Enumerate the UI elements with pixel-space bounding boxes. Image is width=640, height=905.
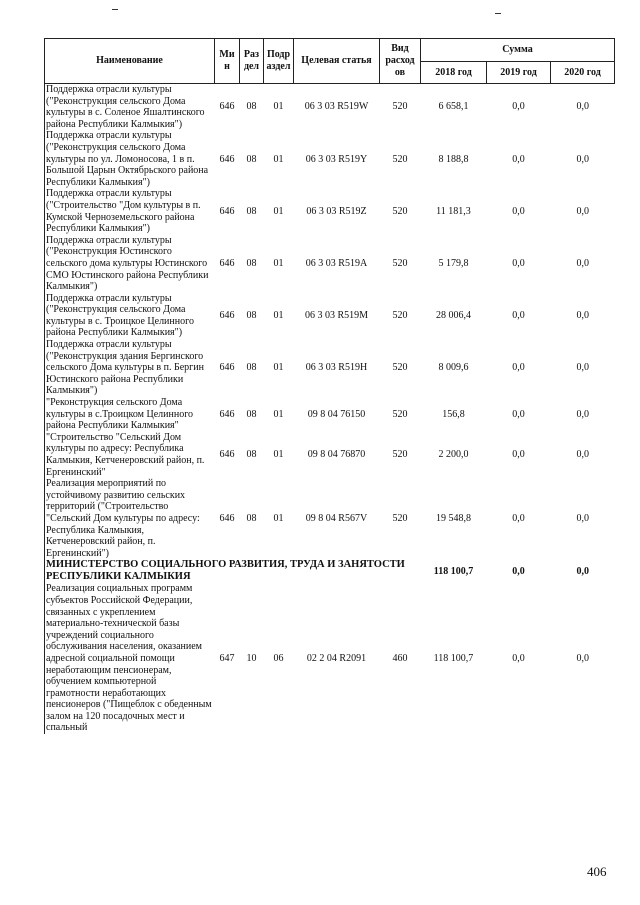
row-min: 646 bbox=[215, 432, 240, 478]
header-podrazdel: Подр аздел bbox=[264, 39, 294, 84]
ministry-row bbox=[45, 559, 615, 583]
ministry-2018: 118 100,7 bbox=[421, 559, 487, 583]
ministry-2019: 0,0 bbox=[487, 559, 551, 583]
row-2019: 0,0 bbox=[487, 397, 551, 432]
row-vid: 520 bbox=[380, 235, 421, 293]
row-target: 09 8 04 76150 bbox=[294, 397, 380, 432]
row-name: Реализация мероприятий по устойчивому развитию сельских территорий ("Строительство "Сельский Дом культуры по адресу: Республика Калмыкия, Кетченеровский район, п. Ергенинский") bbox=[45, 478, 215, 559]
row-2020: 0,0 bbox=[551, 293, 615, 339]
row-razdel: 08 bbox=[240, 84, 264, 131]
row-vid: 520 bbox=[380, 478, 421, 559]
row-min: 646 bbox=[215, 235, 240, 293]
row-target: 06 3 03 R519M bbox=[294, 293, 380, 339]
table-row bbox=[45, 339, 615, 397]
row-podrazdel: 01 bbox=[264, 339, 294, 397]
row-podrazdel: 01 bbox=[264, 478, 294, 559]
row-razdel: 08 bbox=[240, 432, 264, 478]
row-2020: 0,0 bbox=[551, 583, 615, 734]
row-2018: 19 548,8 bbox=[421, 478, 487, 559]
row-2019: 0,0 bbox=[487, 432, 551, 478]
ministry-name: МИНИСТЕРСТВО СОЦИАЛЬНОГО РАЗВИТИЯ, ТРУДА И ЗАНЯТОСТИ РЕСПУБЛИКИ КАЛМЫКИЯ bbox=[45, 559, 421, 583]
header-2018: 2018 год bbox=[421, 62, 487, 84]
row-vid: 520 bbox=[380, 397, 421, 432]
row-target: 06 3 03 R519Z bbox=[294, 188, 380, 234]
row-name: Поддержка отрасли культуры ("Реконструкция сельского Дома культуры по ул. Ломоносова, 1 в п. Большой Царын Октябрьского района Республики Калмыкия") bbox=[45, 130, 215, 188]
table-row bbox=[45, 130, 615, 188]
row-name: Поддержка отрасли культуры ("Строительство "Дом культуры в п. Кумской Черноземельского района Республики Калмыкия") bbox=[45, 188, 215, 234]
row-name: Реализация социальных программ субъектов Российской Федерации, связанных с укреплением материально-технической базы учреждений социального обслуживания населения, оказанием адресной социальной помощи неработающим пенсионерам, обучением компьютерной грамотности неработающих пенсионеров ("Пищеблок с обеденным залом на 120 посадочных мест и спальный bbox=[45, 583, 215, 734]
ministry-2020: 0,0 bbox=[551, 559, 615, 583]
row-2018: 8 188,8 bbox=[421, 130, 487, 188]
row-target: 09 8 04 R567V bbox=[294, 478, 380, 559]
row-2020: 0,0 bbox=[551, 188, 615, 234]
budget-table bbox=[44, 38, 615, 734]
row-2018: 2 200,0 bbox=[421, 432, 487, 478]
row-podrazdel: 01 bbox=[264, 432, 294, 478]
row-name: "Реконструкция сельского Дома культуры в с.Троицком Целинного района Республики Калмыкия" bbox=[45, 397, 215, 432]
row-2018: 28 006,4 bbox=[421, 293, 487, 339]
table-row bbox=[45, 478, 615, 559]
row-2020: 0,0 bbox=[551, 235, 615, 293]
row-2020: 0,0 bbox=[551, 130, 615, 188]
row-2020: 0,0 bbox=[551, 397, 615, 432]
header-2020: 2020 год bbox=[551, 62, 615, 84]
row-razdel: 08 bbox=[240, 339, 264, 397]
row-min: 646 bbox=[215, 84, 240, 131]
row-razdel: 08 bbox=[240, 188, 264, 234]
row-podrazdel: 01 bbox=[264, 84, 294, 131]
row-2019: 0,0 bbox=[487, 293, 551, 339]
row-razdel: 08 bbox=[240, 293, 264, 339]
row-podrazdel: 01 bbox=[264, 188, 294, 234]
row-podrazdel: 01 bbox=[264, 235, 294, 293]
row-target: 09 8 04 76870 bbox=[294, 432, 380, 478]
scan-mark-right bbox=[495, 13, 501, 14]
row-2019: 0,0 bbox=[487, 478, 551, 559]
row-podrazdel: 01 bbox=[264, 397, 294, 432]
row-name: Поддержка отрасли культуры ("Реконструкция сельского Дома культуры в с. Троицкое Целинного района Республики Калмыкия") bbox=[45, 293, 215, 339]
header-vid: Вид расход ов bbox=[380, 39, 421, 84]
row-min: 646 bbox=[215, 188, 240, 234]
row-2019: 0,0 bbox=[487, 188, 551, 234]
row-2018: 8 009,6 bbox=[421, 339, 487, 397]
row-name: Поддержка отрасли культуры ("Реконструкция здания Бергинского сельского Дома культуры в п. Бергин Юстинского района Республики Калмыкия") bbox=[45, 339, 215, 397]
row-min: 646 bbox=[215, 293, 240, 339]
row-podrazdel: 01 bbox=[264, 293, 294, 339]
row-podrazdel: 06 bbox=[264, 583, 294, 734]
row-vid: 520 bbox=[380, 188, 421, 234]
row-razdel: 08 bbox=[240, 397, 264, 432]
header-sum: Сумма bbox=[421, 39, 615, 62]
row-2019: 0,0 bbox=[487, 339, 551, 397]
row-2019: 0,0 bbox=[487, 583, 551, 734]
header-razdel: Раз дел bbox=[240, 39, 264, 84]
row-min: 646 bbox=[215, 478, 240, 559]
row-2020: 0,0 bbox=[551, 84, 615, 131]
row-vid: 520 bbox=[380, 432, 421, 478]
row-razdel: 08 bbox=[240, 130, 264, 188]
table-row bbox=[45, 188, 615, 234]
header-row bbox=[45, 39, 615, 62]
row-2018: 6 658,1 bbox=[421, 84, 487, 131]
row-2019: 0,0 bbox=[487, 235, 551, 293]
row-2020: 0,0 bbox=[551, 478, 615, 559]
header-min: Ми н bbox=[215, 39, 240, 84]
row-vid: 520 bbox=[380, 293, 421, 339]
header-2019: 2019 год bbox=[487, 62, 551, 84]
row-target: 06 3 03 R519A bbox=[294, 235, 380, 293]
row-name: Поддержка отрасли культуры ("Реконструкция сельского Дома культуры в с. Соленое Яшалтинского района Республики Калмыкия") bbox=[45, 84, 215, 131]
table-row bbox=[45, 235, 615, 293]
table-row bbox=[45, 84, 615, 131]
row-min: 646 bbox=[215, 339, 240, 397]
row-2020: 0,0 bbox=[551, 432, 615, 478]
row-podrazdel: 01 bbox=[264, 130, 294, 188]
row-min: 646 bbox=[215, 397, 240, 432]
row-min: 646 bbox=[215, 130, 240, 188]
row-min: 647 bbox=[215, 583, 240, 734]
row-vid: 520 bbox=[380, 339, 421, 397]
row-2019: 0,0 bbox=[487, 84, 551, 131]
row-2018: 11 181,3 bbox=[421, 188, 487, 234]
table-row bbox=[45, 397, 615, 432]
row-target: 06 3 03 R519Y bbox=[294, 130, 380, 188]
header-target: Целевая статья bbox=[294, 39, 380, 84]
page-number: 406 bbox=[587, 864, 607, 879]
table-row bbox=[45, 293, 615, 339]
row-2020: 0,0 bbox=[551, 339, 615, 397]
row-target: 06 3 03 R519H bbox=[294, 339, 380, 397]
row-razdel: 08 bbox=[240, 235, 264, 293]
table-row bbox=[45, 432, 615, 478]
row-2018: 118 100,7 bbox=[421, 583, 487, 734]
scan-mark-left bbox=[112, 9, 118, 10]
row-target: 02 2 04 R2091 bbox=[294, 583, 380, 734]
row-target: 06 3 03 R519W bbox=[294, 84, 380, 131]
table-row bbox=[45, 583, 615, 734]
row-2019: 0,0 bbox=[487, 130, 551, 188]
row-razdel: 08 bbox=[240, 478, 264, 559]
row-vid: 520 bbox=[380, 84, 421, 131]
row-2018: 5 179,8 bbox=[421, 235, 487, 293]
row-vid: 460 bbox=[380, 583, 421, 734]
row-name: "Строительство "Сельский Дом культуры по адресу: Республика Калмыкия, Кетченеровский район, п. Ергенинский" bbox=[45, 432, 215, 478]
row-vid: 520 bbox=[380, 130, 421, 188]
row-razdel: 10 bbox=[240, 583, 264, 734]
row-name: Поддержка отрасли культуры ("Реконструкция Юстинского сельского дома культуры Юстинского СМО Юстинского района Республики Калмыкия") bbox=[45, 235, 215, 293]
row-2018: 156,8 bbox=[421, 397, 487, 432]
header-name: Наименование bbox=[45, 39, 215, 84]
